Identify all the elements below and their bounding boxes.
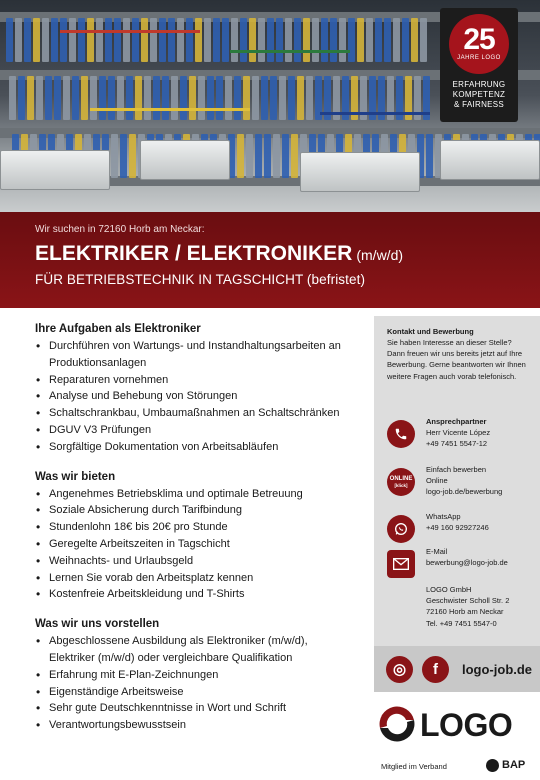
terminal-block bbox=[303, 18, 310, 62]
list-item: • Abgeschlossene Ausbildung als Elektroniker (m/w/d), Elektriker (m/w/d) oder vergleichbare Qualifikation bbox=[35, 633, 355, 667]
terminal-block bbox=[411, 18, 418, 62]
terminal-block bbox=[240, 18, 247, 62]
terminal-block bbox=[150, 18, 157, 62]
terminal-block bbox=[120, 134, 127, 178]
terminal-block bbox=[123, 18, 130, 62]
association-name: BAP bbox=[502, 759, 526, 771]
terminal-block bbox=[135, 76, 142, 120]
terminal-block bbox=[69, 18, 76, 62]
list-item: • Durchführen von Wartungs- und Instandhaltungsarbeiten an Produktionsanlagen bbox=[35, 338, 355, 372]
badge-subtitle: JAHRE LOGO bbox=[457, 55, 501, 61]
terminal-block bbox=[153, 76, 160, 120]
phone-icon bbox=[387, 420, 415, 448]
terminal-block bbox=[231, 18, 238, 62]
terminal-block bbox=[279, 76, 286, 120]
terminal-block bbox=[90, 76, 97, 120]
online-label: Einfach bewerben bbox=[426, 465, 487, 474]
online-line2: Online bbox=[426, 476, 448, 486]
website-link[interactable]: logo-job.de bbox=[462, 661, 533, 677]
terminal-block bbox=[261, 76, 268, 120]
section-title-tasks: Ihre Aufgaben als Elektroniker bbox=[35, 323, 201, 335]
terminal-block bbox=[99, 76, 106, 120]
terminal-block bbox=[294, 18, 301, 62]
list-item: • Schaltschrankbau, Umbaumaßnahmen an Schaltschränken bbox=[35, 405, 355, 422]
list-item: • DGUV V3 Prüfungen bbox=[35, 422, 355, 439]
bap-mark-icon bbox=[486, 759, 499, 772]
company-street: Geschwister Scholl Str. 2 bbox=[426, 596, 510, 606]
list-item: • Verantwortungsbewusstsein bbox=[35, 717, 355, 734]
badge-motto bbox=[453, 80, 506, 110]
wire bbox=[320, 112, 430, 115]
terminal-block bbox=[195, 18, 202, 62]
terminal-block bbox=[177, 18, 184, 62]
terminal-block bbox=[168, 18, 175, 62]
contact-person bbox=[387, 416, 537, 452]
terminal-block bbox=[375, 18, 382, 62]
terminal-block bbox=[36, 76, 43, 120]
wire bbox=[60, 30, 200, 33]
list-item: • Erfahrung mit E-Plan-Zeichnungen bbox=[35, 667, 355, 684]
online-click-icon[interactable] bbox=[387, 468, 415, 496]
section-title-benefits: Was wir bieten bbox=[35, 470, 116, 483]
terminal-block bbox=[267, 18, 274, 62]
terminal-block bbox=[24, 18, 31, 62]
contact-person-label: Ansprechpartner bbox=[426, 417, 487, 426]
list-item: • Analyse und Behebung von Störungen bbox=[35, 388, 355, 405]
online-icon-small: [klick] bbox=[394, 483, 408, 488]
task-list bbox=[35, 338, 355, 456]
terminal-block bbox=[180, 76, 187, 120]
terminal-block bbox=[117, 76, 124, 120]
terminal-block bbox=[348, 18, 355, 62]
terminal-block bbox=[237, 134, 244, 178]
online-icon-word: ONLINE bbox=[389, 476, 413, 482]
logo-wordmark: LOGO bbox=[420, 707, 513, 743]
terminal-block bbox=[105, 18, 112, 62]
terminal-block bbox=[162, 76, 169, 120]
wire bbox=[90, 108, 250, 111]
contact-title: Kontakt und Bewerbung bbox=[387, 327, 474, 336]
company-logo bbox=[376, 703, 528, 747]
terminal-block bbox=[72, 76, 79, 120]
terminal-block bbox=[54, 76, 61, 120]
badge-motto-line: ERFAHRUNG bbox=[452, 80, 506, 89]
terminal-block bbox=[402, 18, 409, 62]
terminal-block bbox=[15, 18, 22, 62]
social-bar bbox=[374, 646, 540, 692]
terminal-block bbox=[81, 76, 88, 120]
terminal-block bbox=[108, 76, 115, 120]
terminal-block bbox=[225, 76, 232, 120]
terminal-block bbox=[222, 18, 229, 62]
terminal-block bbox=[285, 18, 292, 62]
facebook-icon[interactable]: f bbox=[422, 656, 449, 683]
list-item: • Weihnachts- und Urlaubsgeld bbox=[35, 553, 355, 570]
terminal-block bbox=[234, 76, 241, 120]
association-logo bbox=[486, 758, 525, 772]
terminal-block bbox=[264, 134, 271, 178]
email-contact bbox=[387, 546, 537, 582]
terminal-block bbox=[51, 18, 58, 62]
list-item: • Reparaturen vornehmen bbox=[35, 372, 355, 389]
terminal-block bbox=[60, 18, 67, 62]
terminal-block bbox=[339, 18, 346, 62]
terminal-block bbox=[207, 76, 214, 120]
list-item: • Eigenständige Arbeitsweise bbox=[35, 684, 355, 701]
terminal-block bbox=[198, 76, 205, 120]
job-title bbox=[35, 241, 540, 268]
whatsapp-label: WhatsApp bbox=[426, 512, 461, 521]
terminal-block bbox=[366, 18, 373, 62]
terminal-block bbox=[111, 134, 118, 178]
benefit-list bbox=[35, 486, 355, 604]
terminal-block bbox=[213, 18, 220, 62]
email-address[interactable]: bewerbung@logo-job.de bbox=[426, 558, 508, 568]
email-label: E-Mail bbox=[426, 547, 448, 556]
hero-photo bbox=[0, 0, 540, 212]
whatsapp-contact bbox=[387, 511, 537, 547]
terminal-block bbox=[393, 18, 400, 62]
terminal-block bbox=[426, 134, 433, 178]
terminal-block bbox=[330, 18, 337, 62]
terminal-block bbox=[171, 76, 178, 120]
contact-intro: Sie haben Interesse an dieser Stelle? Dann freuen wir uns bereits jetzt auf Ihre Bewerbung. Gerne beantworten wir Ihnen weitere Fragen auch vorab telefonisch. bbox=[387, 338, 526, 381]
badge-motto-line: & FAIRNESS bbox=[453, 100, 505, 109]
terminal-block bbox=[189, 76, 196, 120]
terminal-block bbox=[42, 18, 49, 62]
terminal-block bbox=[186, 18, 193, 62]
list-item: • Lernen Sie vorab den Arbeitsplatz kennen bbox=[35, 570, 355, 587]
terminal-block bbox=[45, 76, 52, 120]
terminal-block bbox=[159, 18, 166, 62]
terminal-block bbox=[18, 76, 25, 120]
terminal-block bbox=[258, 18, 265, 62]
job-subtitle: FÜR BETRIEBSTECHNIK IN TAGSCHICHT (befristet) bbox=[35, 272, 366, 287]
whatsapp-icon[interactable] bbox=[387, 515, 415, 543]
anniversary-badge bbox=[440, 8, 518, 122]
terminal-block bbox=[255, 134, 262, 178]
plc-module bbox=[300, 152, 420, 192]
terminal-block bbox=[87, 18, 94, 62]
whatsapp-number[interactable]: +49 160 92927246 bbox=[426, 523, 489, 533]
badge-circle bbox=[449, 14, 509, 74]
online-application[interactable] bbox=[387, 464, 537, 500]
list-item: • Sorgfältige Dokumentation von Arbeitsabläufen bbox=[35, 439, 355, 456]
terminal-block bbox=[114, 18, 121, 62]
terminal-block bbox=[384, 18, 391, 62]
wire bbox=[230, 50, 350, 53]
company-phone[interactable]: Tel. +49 7451 5547-0 bbox=[426, 618, 497, 628]
terminal-block bbox=[63, 76, 70, 120]
contact-person-name: Herr Vicente López bbox=[426, 428, 491, 438]
plc-module bbox=[440, 140, 540, 180]
terminal-block bbox=[78, 18, 85, 62]
list-item: • Geregelte Arbeitszeiten in Tagschicht bbox=[35, 536, 355, 553]
job-title-suffix: (m/w/d) bbox=[356, 247, 404, 263]
terminal-block bbox=[27, 76, 34, 120]
mail-icon[interactable] bbox=[387, 550, 415, 578]
online-url[interactable]: logo-job.de/bewerbung bbox=[426, 487, 503, 497]
terminal-block bbox=[270, 76, 277, 120]
terminal-block bbox=[246, 134, 253, 178]
terminal-block bbox=[204, 18, 211, 62]
terminal-block bbox=[132, 18, 139, 62]
terminal-block bbox=[126, 76, 133, 120]
terminal-block bbox=[6, 18, 13, 62]
company-address bbox=[426, 584, 509, 629]
terminal-block bbox=[282, 134, 289, 178]
badge-number: 25 bbox=[463, 23, 495, 56]
terminal-block bbox=[273, 134, 280, 178]
terminal-block bbox=[249, 18, 256, 62]
job-details bbox=[35, 322, 355, 734]
terminal-block bbox=[297, 76, 304, 120]
terminal-block bbox=[243, 76, 250, 120]
association-membership: Mitglied im Verband bbox=[381, 762, 447, 771]
contact-person-phone[interactable]: +49 7451 5547-12 bbox=[426, 439, 488, 449]
terminal-block bbox=[321, 18, 328, 62]
list-item: • Angenehmes Betriebsklima und optimale Betreuung bbox=[35, 486, 355, 503]
terminal-block bbox=[96, 18, 103, 62]
list-item: • Kostenfreie Arbeitskleidung und T-Shirts bbox=[35, 586, 355, 603]
terminal-block bbox=[216, 76, 223, 120]
terminal-block bbox=[288, 76, 295, 120]
terminal-block bbox=[357, 18, 364, 62]
plc-module bbox=[140, 140, 230, 180]
location-intro: Wir suchen in 72160 Horb am Neckar: bbox=[35, 224, 205, 235]
terminal-block bbox=[420, 18, 427, 62]
logo-mark-icon bbox=[376, 703, 418, 745]
job-title-banner bbox=[0, 212, 540, 308]
requirement-list bbox=[35, 633, 355, 734]
badge-motto-line: KOMPETENZ bbox=[452, 90, 506, 99]
list-item: • Stundenlohn 18€ bis 20€ pro Stunde bbox=[35, 519, 355, 536]
list-item: • Sehr gute Deutschkenntnisse in Wort und Schrift bbox=[35, 700, 355, 717]
company-city: 72160 Horb am Neckar bbox=[426, 607, 504, 617]
terminal-block bbox=[9, 76, 16, 120]
terminal-block bbox=[129, 134, 136, 178]
terminal-block bbox=[291, 134, 298, 178]
terminal-block bbox=[141, 18, 148, 62]
list-item: • Soziale Absicherung durch Tarifbindung bbox=[35, 502, 355, 519]
terminal-block bbox=[312, 18, 319, 62]
terminal-block bbox=[252, 76, 259, 120]
instagram-icon[interactable]: ◎ bbox=[386, 656, 413, 683]
terminal-block bbox=[144, 76, 151, 120]
terminal-block bbox=[276, 18, 283, 62]
company-name: LOGO GmbH bbox=[426, 585, 472, 594]
terminal-block bbox=[33, 18, 40, 62]
terminal-block bbox=[306, 76, 313, 120]
contact-panel bbox=[374, 316, 540, 692]
job-title-text: ELEKTRIKER / ELEKTRONIKER bbox=[35, 242, 353, 265]
plc-module bbox=[0, 150, 110, 190]
section-title-requirements: Was wir uns vorstellen bbox=[35, 618, 160, 631]
